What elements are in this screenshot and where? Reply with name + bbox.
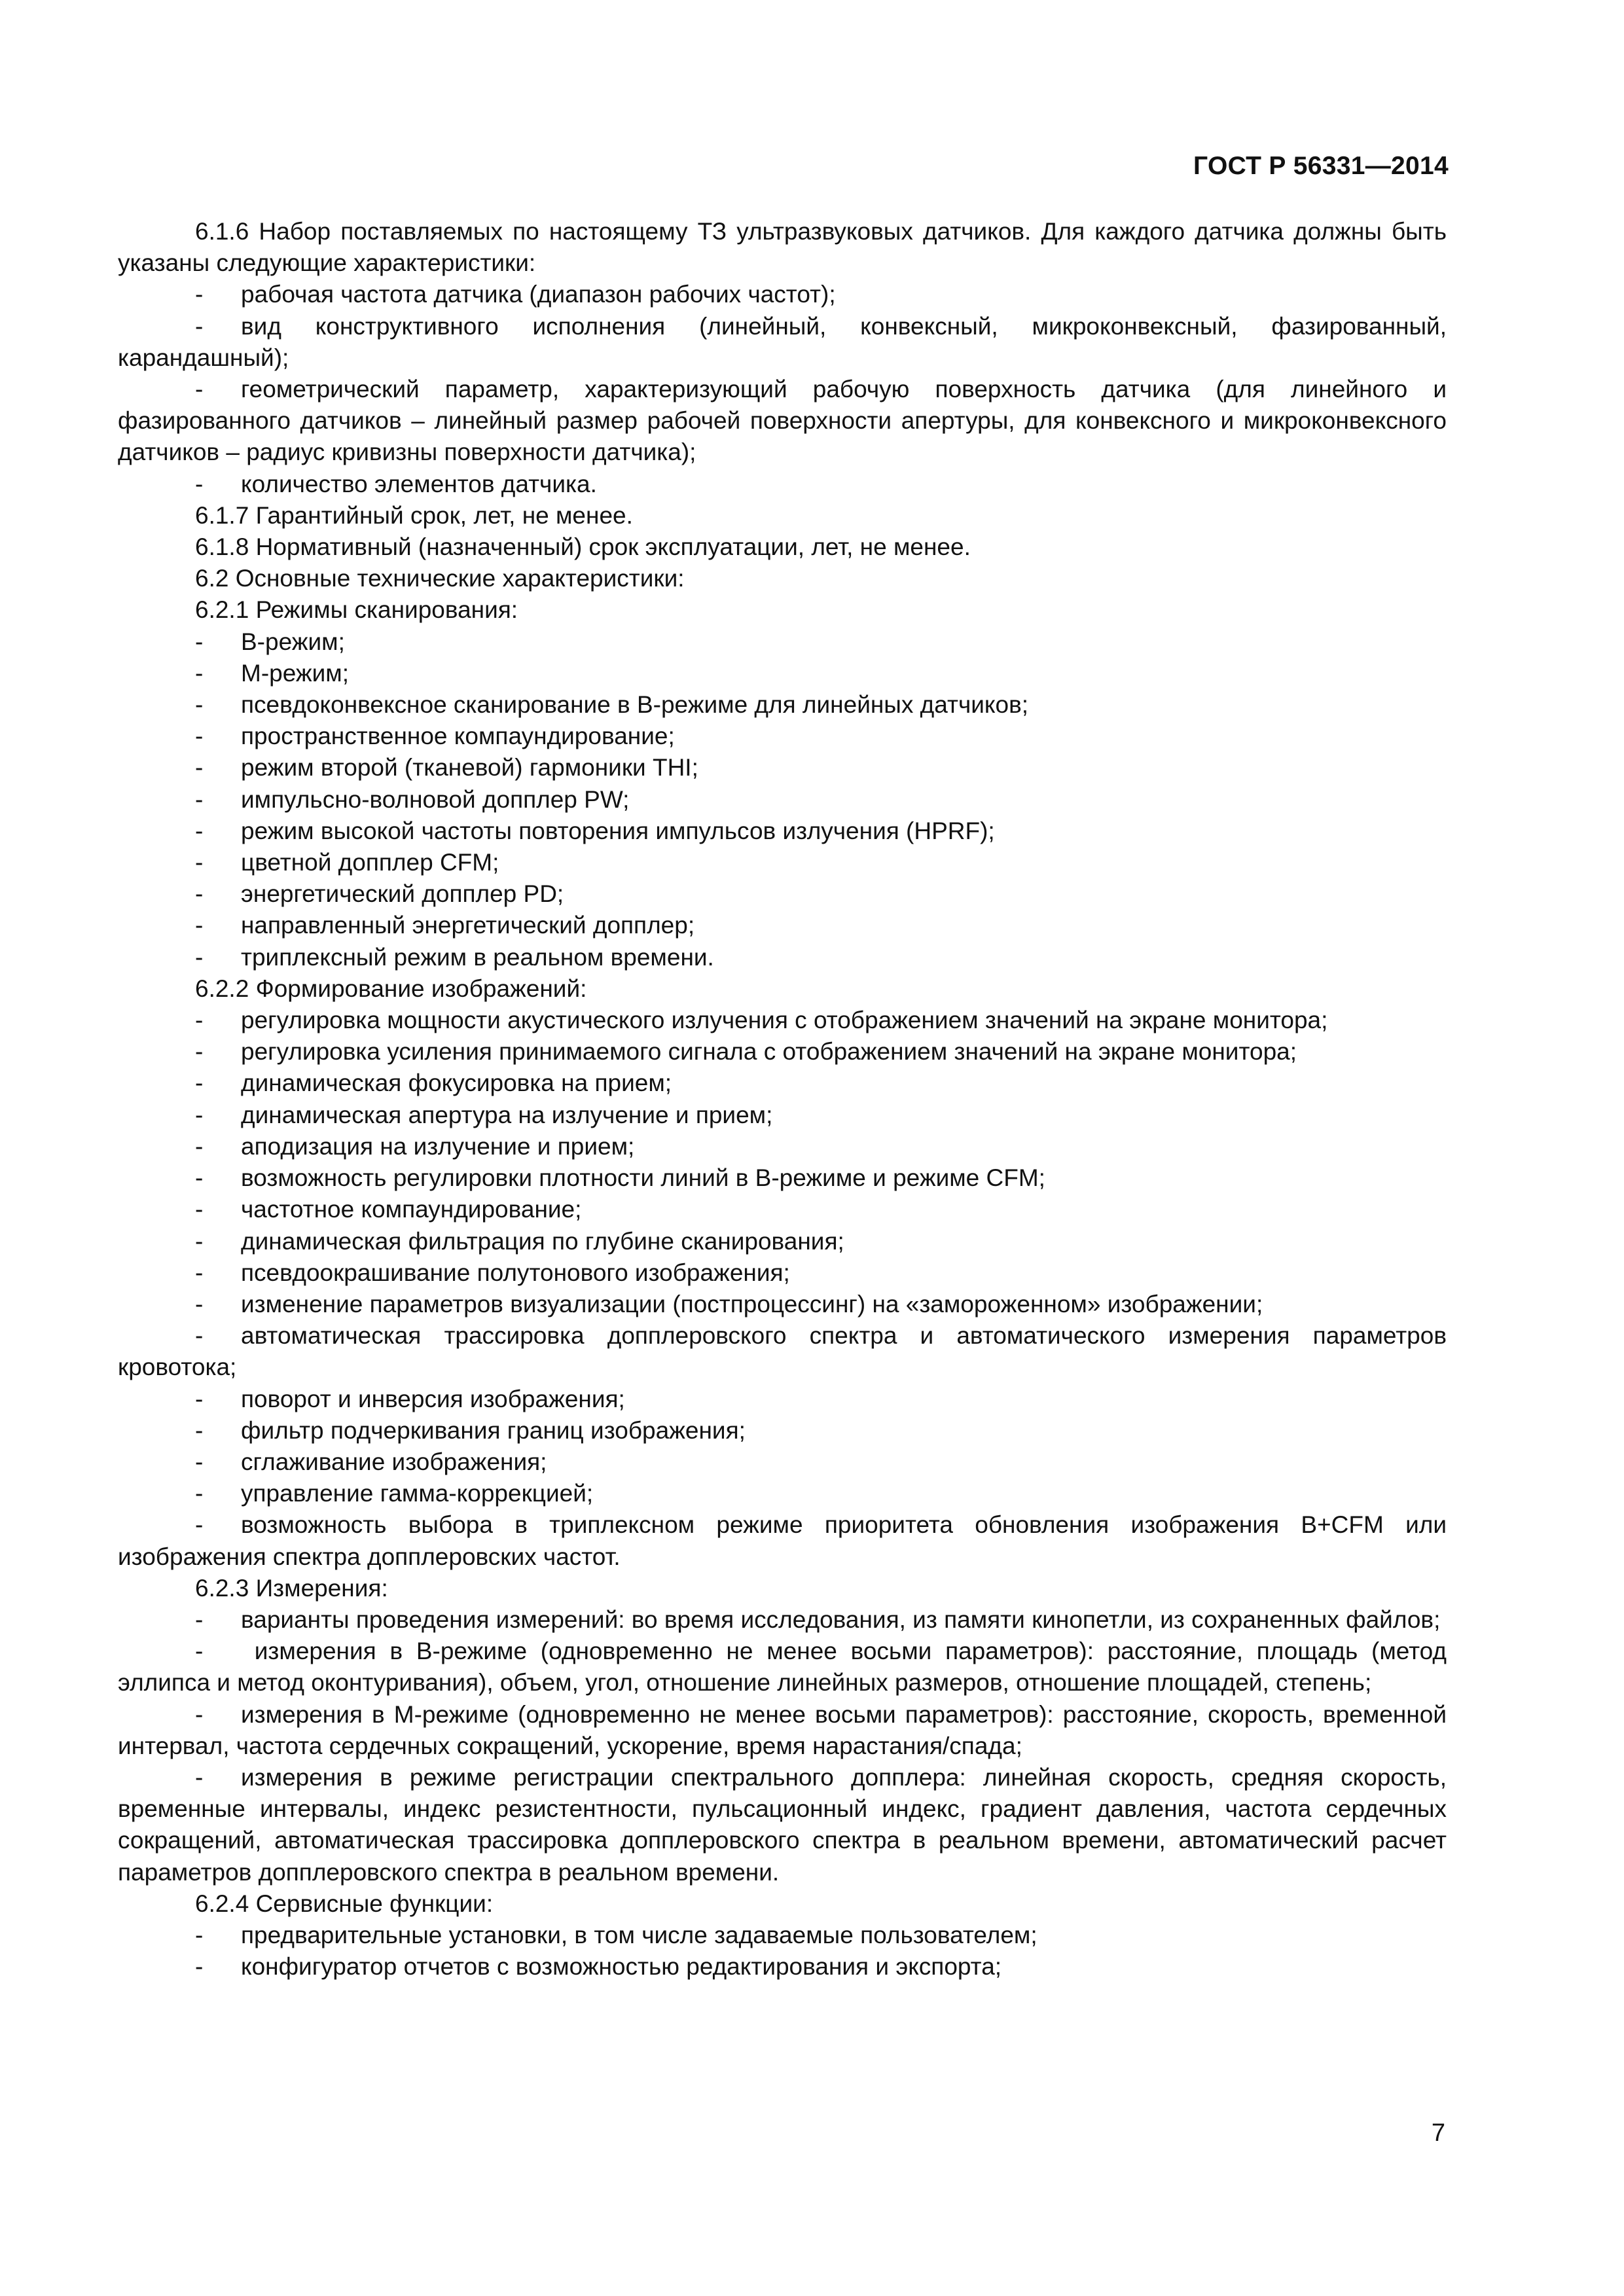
list-item xyxy=(118,1036,1447,1067)
list-dash: - xyxy=(195,470,204,497)
list-dash: - xyxy=(195,1227,204,1255)
list-item-text: триплексный режим в реальном времени. xyxy=(241,943,714,971)
list-dash: - xyxy=(195,1164,204,1192)
list-item xyxy=(118,784,1447,816)
list-item-text: поворот и инверсия изображения; xyxy=(241,1385,625,1412)
list-item-text: геометрический параметр, характеризующий рабочую поверхность датчика (для линейного и фазированного датчиков – линейный размер рабочей поверхности апертуры, для конвексного и микроконвексного датчиков – радиус кривизны поверхности датчика); xyxy=(118,376,1447,466)
list-dash: - xyxy=(195,1605,204,1633)
list-item xyxy=(118,689,1447,721)
list-dash: - xyxy=(195,628,204,655)
list-item xyxy=(118,1289,1447,1320)
list-item-text: изменение параметров визуализации (постпроцессинг) на «замороженном» изображении; xyxy=(241,1290,1263,1318)
paragraph: 6.1.6 Набор поставляемых по настоящему ТЗ ультразвуковых датчиков. Для каждого датчика должны быть указаны следующие характеристики: xyxy=(118,218,1447,277)
list-item xyxy=(118,1509,1447,1572)
list-item xyxy=(118,910,1447,941)
list-item-text: конфигуратор отчетов с возможностью редактирования и экспорта; xyxy=(241,1953,1002,1981)
paragraph: 6.2.3 Измерения: xyxy=(195,1574,388,1602)
list-item xyxy=(118,1415,1447,1446)
list-item xyxy=(118,1162,1447,1194)
list-item xyxy=(118,878,1447,910)
list-item xyxy=(118,1131,1447,1162)
list-dash: - xyxy=(195,1290,204,1318)
list-dash: - xyxy=(195,1700,204,1728)
list-item xyxy=(118,1384,1447,1415)
list-item xyxy=(118,658,1447,689)
list-item-text: автоматическая трассировка допплеровского спектра и автоматического измерения параметров кровотока; xyxy=(118,1322,1447,1381)
list-item-text: возможность выбора в триплексном режиме приоритета обновления изображения В+CFM или изображения спектра допплеровских частот. xyxy=(118,1511,1447,1570)
list-item xyxy=(118,942,1447,973)
list-item-text: псевдоокрашивание полутонового изображения; xyxy=(241,1259,790,1286)
list-item xyxy=(118,1100,1447,1131)
list-item-text: динамическая фильтрация по глубине сканирования; xyxy=(241,1227,844,1255)
list-dash: - xyxy=(195,1638,204,1665)
list-dash: - xyxy=(195,785,204,813)
list-item-text: аподизация на излучение и прием; xyxy=(241,1132,635,1160)
list-dash: - xyxy=(195,849,204,876)
list-item xyxy=(118,1320,1447,1383)
document-body xyxy=(118,216,1447,1982)
list-item xyxy=(118,1005,1447,1036)
list-dash: - xyxy=(195,1953,204,1981)
list-dash: - xyxy=(195,1416,204,1444)
list-item xyxy=(118,626,1447,658)
paragraph: 6.1.7 Гарантийный срок, лет, не менее. xyxy=(195,501,633,529)
list-item-text: управление гамма-коррекцией; xyxy=(241,1480,594,1507)
list-dash: - xyxy=(195,659,204,687)
list-item xyxy=(118,721,1447,752)
list-item-text: предварительные установки, в том числе задаваемые пользователем; xyxy=(241,1921,1038,1948)
list-item xyxy=(118,1257,1447,1289)
list-dash: - xyxy=(195,691,204,719)
list-dash: - xyxy=(195,1480,204,1507)
list-item-text: регулировка мощности акустического излучения с отображением значений на экране монитора; xyxy=(241,1007,1328,1034)
list-item-text: импульсно-волновой допплер PW; xyxy=(241,785,630,813)
list-item xyxy=(118,1636,1447,1698)
list-dash: - xyxy=(195,1196,204,1223)
list-item xyxy=(118,1194,1447,1225)
list-item-text: М-режим; xyxy=(241,659,350,687)
list-dash: - xyxy=(195,943,204,971)
list-dash: - xyxy=(195,1069,204,1097)
list-item-text: фильтр подчеркивания границ изображения; xyxy=(241,1416,746,1444)
list-item xyxy=(118,1762,1447,1888)
list-item xyxy=(118,279,1447,310)
list-dash: - xyxy=(195,1511,204,1539)
list-item-text: частотное компаундирование; xyxy=(241,1196,582,1223)
list-dash: - xyxy=(195,880,204,908)
list-dash: - xyxy=(195,754,204,781)
list-dash: - xyxy=(195,1101,204,1128)
list-item xyxy=(118,1226,1447,1257)
list-item-text: регулировка усиления принимаемого сигнала с отображением значений на экране монитора; xyxy=(241,1038,1297,1066)
paragraph: 6.2.1 Режимы сканирования: xyxy=(195,596,518,624)
list-item xyxy=(118,1951,1447,1982)
list-item-text: рабочая частота датчика (диапазон рабочих частот); xyxy=(241,281,836,308)
list-item-text: псевдоконвексное сканирование в В-режиме для линейных датчиков; xyxy=(241,691,1029,719)
list-item xyxy=(118,1067,1447,1099)
list-item-text: измерения в режиме регистрации спектрального допплера: линейная скорость, средняя скорость, временные интервалы, индекс резистентности, пульсационный индекс, градиент давления, частота сердечных сокращений, автоматическая трассировка допплеровского спектра в реальном времени, автоматический расчет параметров допплеровского спектра в реальном времени. xyxy=(118,1763,1447,1886)
list-item xyxy=(118,311,1447,374)
list-item-text: количество элементов датчика. xyxy=(241,470,597,497)
paragraph: 6.2 Основные технические характеристики: xyxy=(195,565,685,592)
list-item-text: режим второй (тканевой) гармоники THI; xyxy=(241,754,698,781)
list-item-text: направленный энергетический допплер; xyxy=(241,912,695,939)
list-dash: - xyxy=(195,1007,204,1034)
list-item-text: возможность регулировки плотности линий в В-режиме и режиме CFM; xyxy=(241,1164,1045,1192)
list-dash: - xyxy=(195,1385,204,1412)
list-item-text: сглаживание изображения; xyxy=(241,1448,547,1475)
list-item-text: вид конструктивного исполнения (линейный, конвексный, микроконвексный, фазированный, карандашный); xyxy=(118,312,1447,371)
list-dash: - xyxy=(195,1763,204,1791)
list-dash: - xyxy=(195,376,204,403)
list-item-text: энергетический допплер PD; xyxy=(241,880,564,908)
list-item-text: динамическая апертура на излучение и прием; xyxy=(241,1101,773,1128)
list-item xyxy=(118,1446,1447,1478)
list-item xyxy=(118,752,1447,783)
page-number: 7 xyxy=(1431,2119,1445,2147)
list-dash: - xyxy=(195,912,204,939)
standard-id-header: ГОСТ Р 56331—2014 xyxy=(1193,152,1449,180)
paragraph: 6.2.4 Сервисные функции: xyxy=(195,1890,494,1917)
list-item xyxy=(118,374,1447,469)
list-item-text: режим высокой частоты повторения импульсов излучения (HPRF); xyxy=(241,817,995,844)
list-item-text: измерения в В-режиме (одновременно не менее восьми параметров): расстояние, площадь (метод эллипса и метод оконтуривания), объем, угол, отношение линейных размеров, отношение площадей, степень; xyxy=(118,1638,1447,1696)
list-item xyxy=(118,816,1447,847)
paragraph: 6.2.2 Формирование изображений: xyxy=(195,975,587,1002)
list-item-text: В-режим; xyxy=(241,628,345,655)
list-dash: - xyxy=(195,1132,204,1160)
list-item xyxy=(118,469,1447,500)
list-item-text: динамическая фокусировка на прием; xyxy=(241,1069,672,1097)
list-dash: - xyxy=(195,1322,204,1350)
list-item xyxy=(118,1478,1447,1509)
list-dash: - xyxy=(195,1259,204,1286)
list-dash: - xyxy=(195,281,204,308)
list-item-text: цветной допплер CFM; xyxy=(241,849,499,876)
list-dash: - xyxy=(195,312,204,340)
list-item xyxy=(118,1699,1447,1762)
list-item xyxy=(118,847,1447,878)
paragraph: 6.1.8 Нормативный (назначенный) срок эксплуатации, лет, не менее. xyxy=(195,533,971,561)
list-dash: - xyxy=(195,1038,204,1066)
list-item-text: измерения в М-режиме (одновременно не менее восьми параметров): расстояние, скорость, временной интервал, частота сердечных сокращений, ускорение, время нарастания/спада; xyxy=(118,1700,1447,1759)
list-item-text: пространственное компаундирование; xyxy=(241,723,675,750)
list-item xyxy=(118,1920,1447,1951)
list-dash: - xyxy=(195,1921,204,1948)
list-dash: - xyxy=(195,817,204,844)
list-dash: - xyxy=(195,723,204,750)
list-item xyxy=(118,1604,1447,1636)
list-dash: - xyxy=(195,1448,204,1475)
list-item-text: варианты проведения измерений: во время исследования, из памяти кинопетли, из сохраненных файлов; xyxy=(241,1605,1441,1633)
